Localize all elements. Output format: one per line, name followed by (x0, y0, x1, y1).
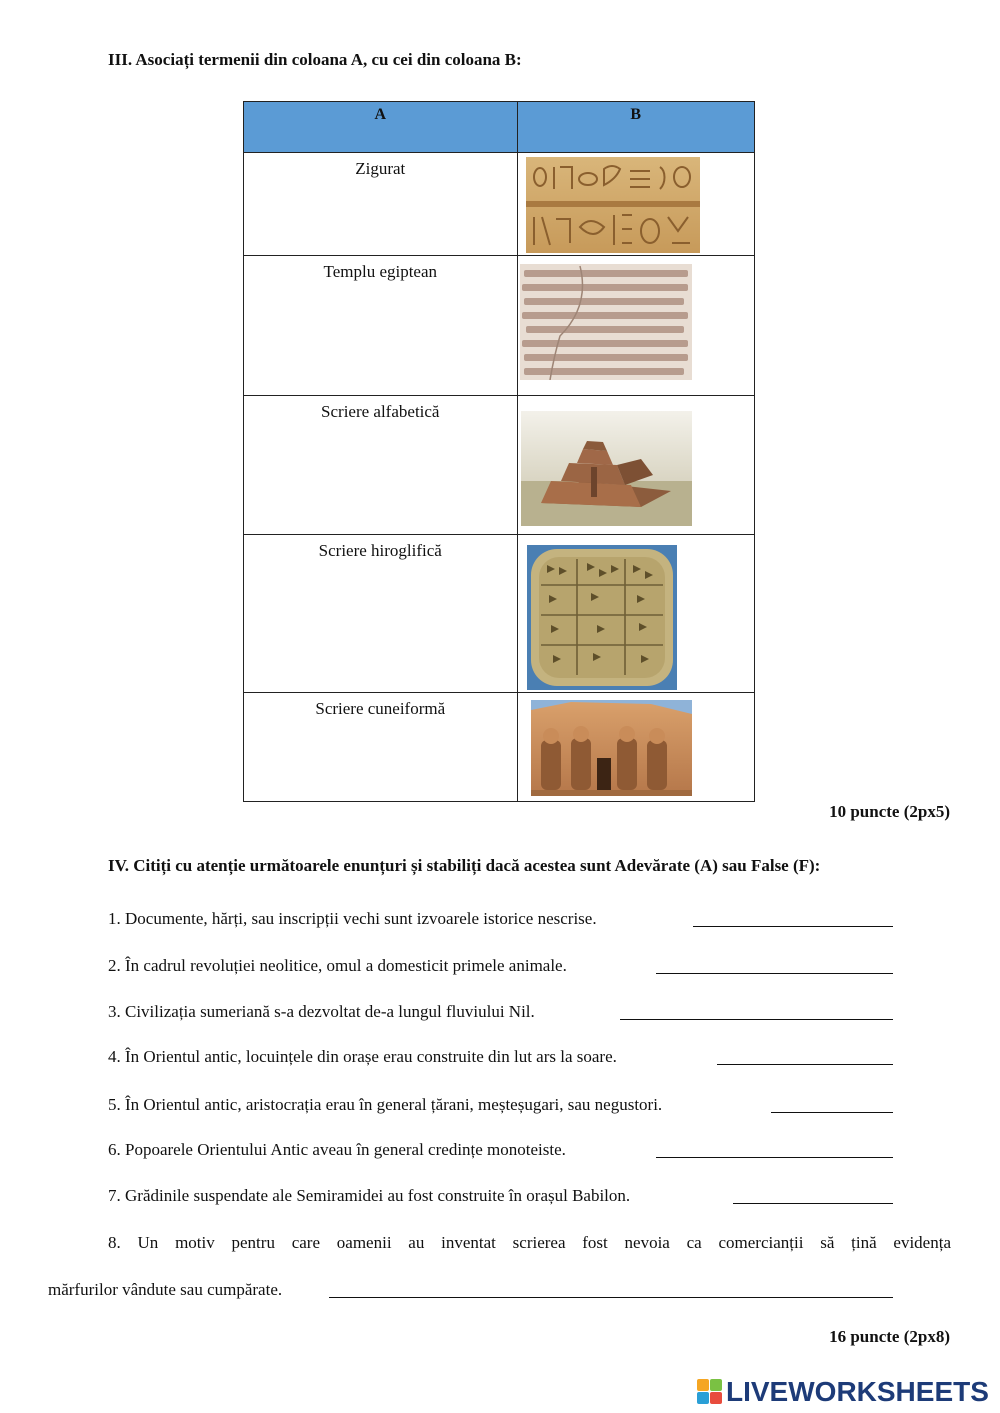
answer-blank-3[interactable] (620, 1004, 893, 1020)
column-a-header: A (244, 102, 518, 153)
statement-3 (108, 1002, 535, 1022)
column-b-header: B (517, 102, 754, 153)
statement-text: 8. Un motiv pentru care oamenii au inventat scrierea fost nevoia ca comercianții să țină evidența (108, 1233, 951, 1252)
section-3-points: 10 puncte (2px5) (829, 802, 950, 821)
liveworksheets-logo-icon (697, 1379, 723, 1405)
liveworksheets-logo (697, 1377, 989, 1407)
answer-blank-1[interactable] (693, 911, 893, 927)
image-cell (517, 256, 754, 396)
table-row (244, 535, 755, 693)
statement-text: 4. În Orientul antic, locuințele din orașe erau construite din lut ars la soare. (108, 1047, 617, 1066)
image-cell (517, 153, 754, 256)
term-cell: Zigurat (244, 153, 518, 256)
rock-temple-image (531, 700, 692, 796)
table-row (244, 256, 755, 396)
section-4-heading: IV. Citiți cu atenție următoarele enunțuri și stabiliți dacă acestea sunt Adevărate (A) sau False (F): (108, 856, 821, 875)
answer-blank-2[interactable] (656, 958, 893, 974)
statement-text: 2. În cadrul revoluției neolitice, omul a domesticit primele animale. (108, 956, 567, 975)
answer-blank-4[interactable] (717, 1049, 893, 1065)
statement-7 (108, 1186, 630, 1206)
statement-text: 5. În Orientul antic, aristocrația erau în general țărani, meșteșugari, sau negustori. (108, 1095, 663, 1114)
matching-table (243, 101, 755, 802)
statement-8-line-1 (108, 1233, 951, 1253)
ziggurat-image (521, 411, 692, 526)
term-cell: Scriere alfabetică (244, 396, 518, 535)
image-cell (517, 693, 754, 802)
table-row (244, 153, 755, 256)
answer-blank-5[interactable] (771, 1097, 893, 1113)
statement-text: 1. Documente, hărți, sau inscripții vechi sunt izvoarele istorice nescrise. (108, 909, 597, 928)
cuneiform-tablet-image (527, 545, 677, 690)
table-row (244, 693, 755, 802)
statement-text: mărfurilor vândute sau cumpărate. (48, 1280, 283, 1299)
term-cell: Scriere hiroglifică (244, 535, 518, 693)
image-cell (517, 535, 754, 693)
section-3-heading: III. Asociați termenii din coloana A, cu cei din coloana B: (108, 50, 522, 69)
image-cell (517, 396, 754, 535)
statement-8-line-2 (48, 1280, 282, 1300)
answer-blank-6[interactable] (656, 1142, 893, 1158)
answer-blank-7[interactable] (733, 1188, 893, 1204)
latin-inscription-image (520, 264, 692, 380)
term-cell: Templu egiptean (244, 256, 518, 396)
statement-4 (108, 1047, 617, 1067)
section-4-points: 16 puncte (2px8) (829, 1327, 950, 1346)
hieroglyphs-relief-image (526, 157, 700, 253)
table-row (244, 396, 755, 535)
statement-text: 7. Grădinile suspendate ale Semiramidei au fost construite în orașul Babilon. (108, 1186, 631, 1205)
answer-blank-8[interactable] (329, 1282, 893, 1298)
statement-text: 6. Popoarele Orientului Antic aveau în general credințe monoteiste. (108, 1140, 566, 1159)
liveworksheets-brand: LIVEWORKSHEETS (726, 1376, 989, 1407)
statement-1 (108, 909, 597, 929)
term-cell: Scriere cuneiformă (244, 693, 518, 802)
statement-6 (108, 1140, 566, 1160)
table-header-row (244, 102, 755, 153)
statement-text: 3. Civilizația sumeriană s-a dezvoltat de-a lungul fluviului Nil. (108, 1002, 535, 1021)
statement-2 (108, 956, 567, 976)
statement-5 (108, 1095, 662, 1115)
